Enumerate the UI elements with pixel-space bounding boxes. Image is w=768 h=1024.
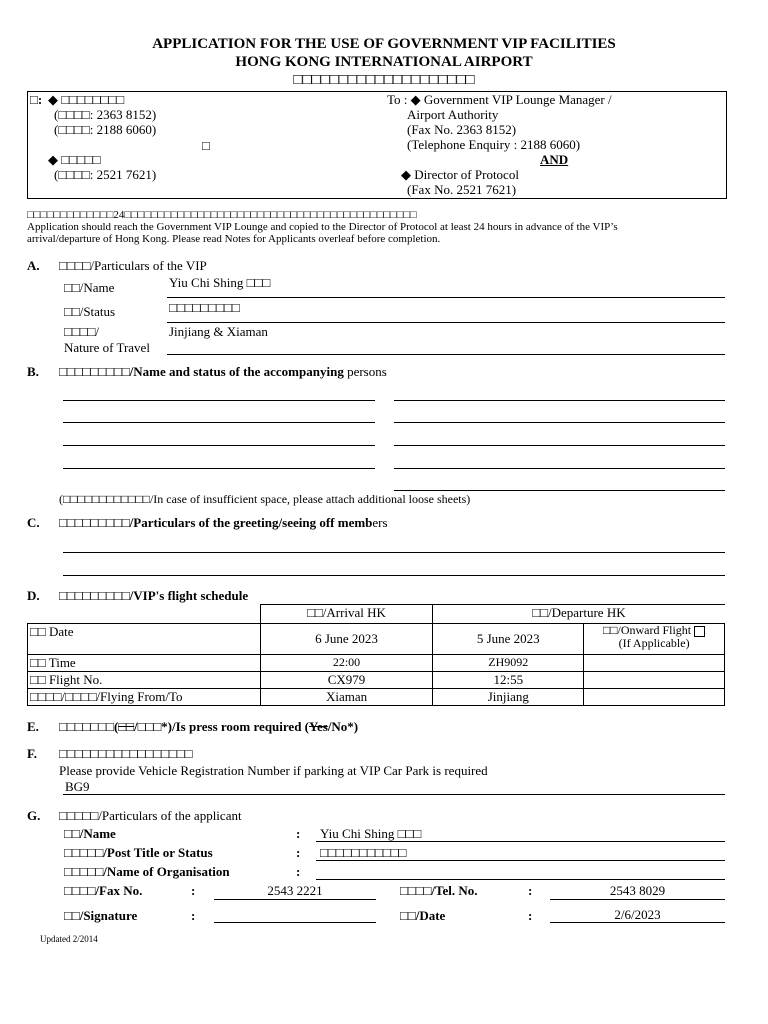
applicant-post-value[interactable]: □□□□□□□□□□□ <box>320 845 407 860</box>
vehicle-registration-line <box>63 794 725 795</box>
vehicle-prompt-chinese: □□□□□□□□□□□□□□□□□ <box>59 746 193 761</box>
arrival-flight[interactable]: CX979 <box>260 672 433 689</box>
vehicle-registration-value[interactable]: BG9 <box>65 779 90 794</box>
accompanying-line[interactable] <box>394 400 725 401</box>
applicant-fax-label: □□□□/Fax No. <box>64 883 143 898</box>
accompanying-line[interactable] <box>63 422 375 423</box>
section-g-heading: □□□□□/Particulars of the applicant <box>59 808 242 823</box>
press-room-question: □□□□□□□(□□/□□□*)/Is press room required (Yes/No*) <box>59 719 359 734</box>
departure-time[interactable]: ZH9092 <box>433 655 584 672</box>
vip-status-label: □□/Status <box>64 304 116 319</box>
applicant-date-line <box>550 922 725 923</box>
colon: : <box>296 826 301 841</box>
col-departure: □□/Departure HK <box>433 605 725 624</box>
and-chinese: □ <box>202 138 210 153</box>
row-flight-label: □□ Flight No. <box>28 672 261 689</box>
vip-travel-value[interactable]: Jinjiang & Xiaman <box>169 324 268 339</box>
section-b-letter: B. <box>27 364 39 379</box>
table-corner <box>28 605 261 624</box>
form-subtitle: HONG KONG INTERNATIONAL AIRPORT <box>235 54 533 70</box>
section-f-letter: F. <box>27 746 37 761</box>
arrival-from[interactable]: Xiaman <box>260 689 433 706</box>
colon: : <box>528 883 533 898</box>
vip-status-value[interactable]: □□□□□□□□□ <box>169 300 240 315</box>
applicant-name-value[interactable]: Yiu Chi Shing □□□ <box>320 826 422 841</box>
accompanying-line[interactable] <box>394 445 725 446</box>
applicant-tel-line <box>550 899 725 900</box>
onward-flight-no[interactable] <box>584 672 725 689</box>
onward-flight-label: □□/Onward Flight <box>602 623 692 637</box>
onward-from[interactable] <box>584 689 725 706</box>
vip-travel-line <box>167 354 725 355</box>
accompanying-line[interactable] <box>394 422 725 423</box>
notice-chinese: □□□□□□□□□□□□□24□□□□□□□□□□□□□□□□□□□□□□□□□□□□□□□□□□□□□□□□□□□□ <box>27 209 417 221</box>
section-b-heading: □□□□□□□□□/Name and status of the accompanying persons <box>59 364 387 379</box>
flight-schedule-table <box>27 604 725 706</box>
section-c-letter: C. <box>27 515 40 530</box>
applicant-signature-label: □□/Signature <box>64 908 138 923</box>
greeting-line[interactable] <box>63 552 725 553</box>
onward-flight-note: (If Applicable) <box>618 635 690 650</box>
departure-to[interactable]: Jinjiang <box>433 689 584 706</box>
colon: : <box>528 908 533 923</box>
lounge-tel: (Telephone Enquiry : 2188 6060) <box>407 137 581 152</box>
accompanying-line[interactable] <box>63 468 375 469</box>
section-c-heading: □□□□□□□□□/Particulars of the greeting/seeing off members <box>59 515 388 530</box>
updated-note: Updated 2/2014 <box>40 934 98 944</box>
section-a-heading: □□□□/Particulars of the VIP <box>59 258 207 273</box>
press-room-option-yes[interactable]: Yes <box>309 719 328 734</box>
applicant-name-label: □□/Name <box>64 826 116 841</box>
vehicle-prompt: Please provide Vehicle Registration Number if parking at VIP Car Park is required <box>59 763 488 778</box>
and-label: AND <box>540 152 569 167</box>
greeting-line[interactable] <box>63 575 725 576</box>
colon: : <box>296 845 301 860</box>
protocol-fax-chinese: (□□□□: 2521 7621) <box>54 167 157 182</box>
applicant-date-label: □□/Date <box>400 908 446 923</box>
onward-flight-checkbox[interactable] <box>694 626 705 637</box>
arrival-date[interactable]: 6 June 2023 <box>260 624 433 655</box>
applicant-post-line <box>316 860 725 861</box>
row-date-label: □□ Date <box>28 624 261 655</box>
applicant-org-line[interactable] <box>316 879 725 880</box>
departure-date[interactable]: 5 June 2023 <box>433 624 584 655</box>
lounge-fax-chinese: (□□□□: 2363 8152) <box>54 107 157 122</box>
accompanying-line[interactable] <box>63 445 375 446</box>
vip-name-line <box>167 297 725 298</box>
section-g-letter: G. <box>27 808 41 823</box>
applicant-name-line <box>316 841 725 842</box>
protocol-fax: (Fax No. 2521 7621) <box>407 182 517 197</box>
vip-travel-label-en: Nature of Travel <box>64 340 150 355</box>
airport-authority: Airport Authority <box>407 107 499 122</box>
applicant-org-label: □□□□□/Name of Organisation <box>64 864 230 879</box>
section-a-letter: A. <box>27 258 40 273</box>
lounge-tel-chinese: (□□□□: 2188 6060) <box>54 122 157 137</box>
notice-line2: arrival/departure of Hong Kong. Please read Notes for Applicants overleaf before completion. <box>27 233 441 245</box>
departure-flight[interactable]: 12:55 <box>433 672 584 689</box>
vip-status-line <box>167 322 725 323</box>
section-d-letter: D. <box>27 588 40 603</box>
applicant-date-value[interactable]: 2/6/2023 <box>614 907 661 922</box>
accompanying-line[interactable] <box>394 468 725 469</box>
vip-travel-label: □□□□/ <box>64 324 100 339</box>
onward-time[interactable] <box>584 655 725 672</box>
row-time-label: □□ Time <box>28 655 261 672</box>
recipient-lounge: To : ◆ Government VIP Lounge Manager / <box>387 92 612 107</box>
lounge-fax: (Fax No. 2363 8152) <box>407 122 517 137</box>
to-label-chinese: □: <box>30 92 43 107</box>
recipient-protocol-chinese: ◆ □□□□□ <box>48 152 101 167</box>
colon: : <box>191 908 196 923</box>
col-arrival: □□/Arrival HK <box>260 605 433 624</box>
arrival-time[interactable]: 22:00 <box>260 655 433 672</box>
applicant-tel-value[interactable]: 2543 8029 <box>609 883 666 898</box>
applicant-post-label: □□□□□/Post Title or Status <box>64 845 213 860</box>
colon: : <box>296 864 301 879</box>
press-room-option-yes-chinese[interactable]: □□ <box>118 719 135 734</box>
onward-flight-cell <box>584 624 725 655</box>
recipient-protocol: ◆ Director of Protocol <box>401 167 519 182</box>
applicant-signature-line[interactable] <box>214 922 376 923</box>
section-d-heading: □□□□□□□□□/VIP's flight schedule <box>59 588 249 603</box>
section-e-letter: E. <box>27 719 39 734</box>
vip-name-label: □□/Name <box>64 280 115 295</box>
recipient-lounge-chinese: ◆ □□□□□□□□ <box>48 92 125 107</box>
vip-name-value[interactable]: Yiu Chi Shing □□□ <box>169 275 271 290</box>
notice-line1: Application should reach the Government VIP Lounge and copied to the Director of Protocol at least 24 hours in advance of the VIP’s <box>27 221 618 233</box>
form-title: APPLICATION FOR THE USE OF GOVERNMENT VIP FACILITIES <box>152 36 616 52</box>
applicant-tel-label: □□□□/Tel. No. <box>400 883 478 898</box>
section-b-note: (□□□□□□□□□□□□/In case of insufficient space, please attach additional loose sheets) <box>59 492 471 506</box>
applicant-fax-value[interactable]: 2543 2221 <box>267 883 323 898</box>
row-from-label: □□□□/□□□□/Flying From/To <box>28 689 261 706</box>
form-title-chinese: □□□□□□□□□□□□□□□□□□□□ <box>293 72 475 88</box>
applicant-fax-line <box>214 899 376 900</box>
accompanying-line[interactable] <box>63 400 375 401</box>
colon: : <box>191 883 196 898</box>
accompanying-line[interactable] <box>394 490 725 491</box>
